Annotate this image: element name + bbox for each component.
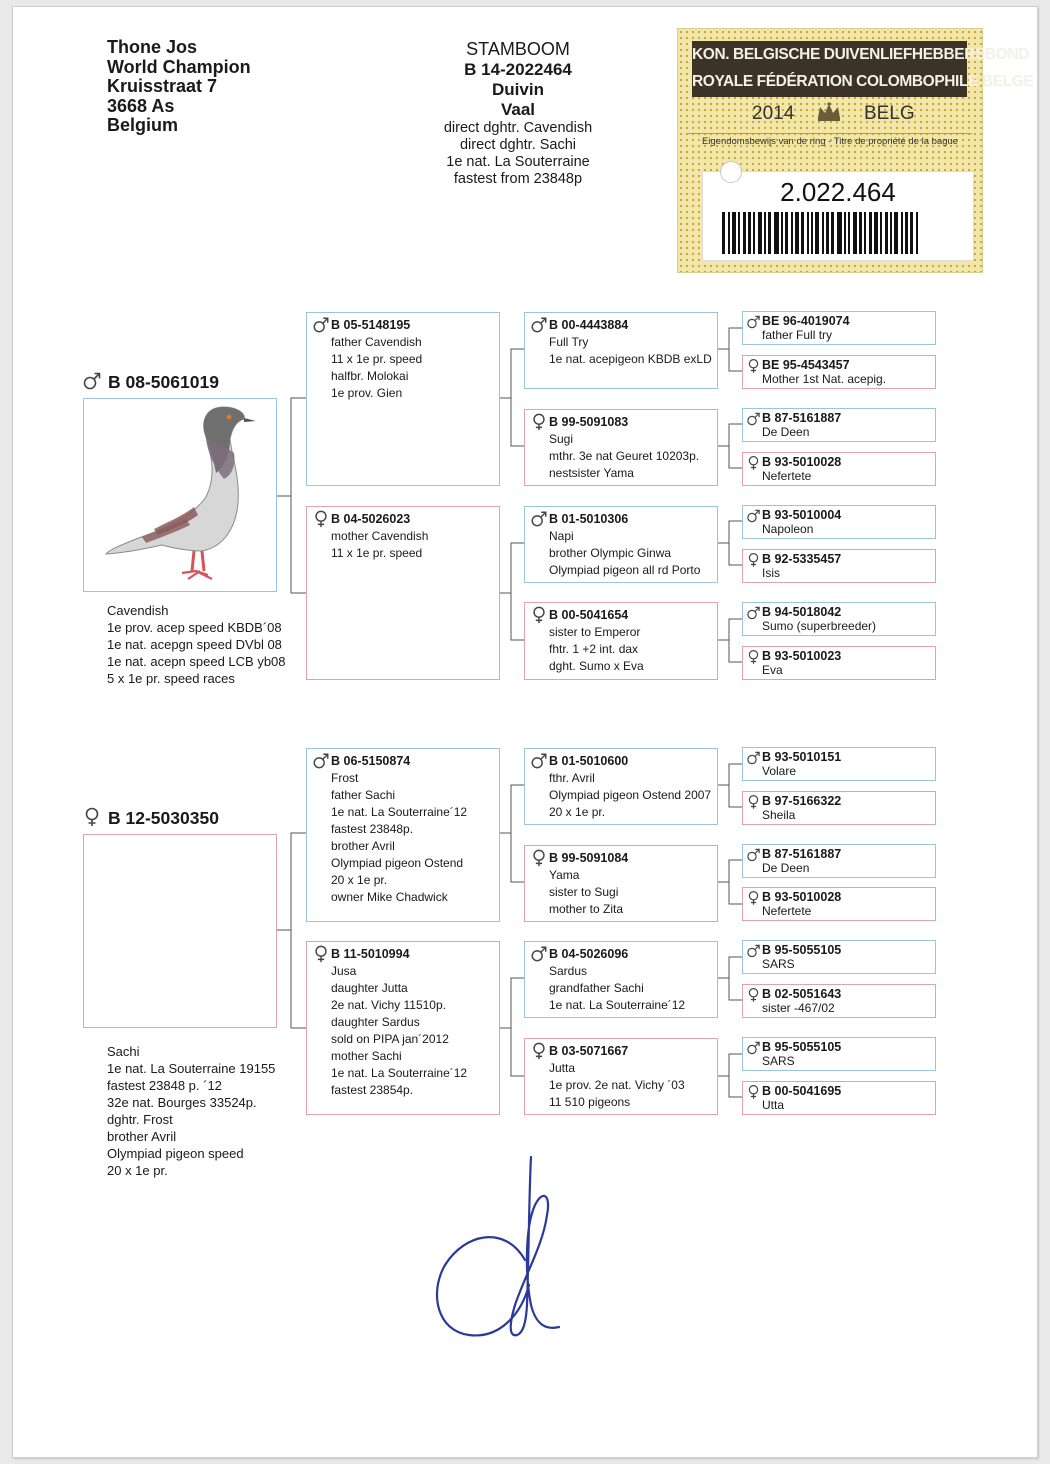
dam-ring: B 12-5030350 xyxy=(108,808,219,828)
ring-number: B 04-5026096 xyxy=(549,947,629,961)
box-line: father Sachi xyxy=(331,788,396,802)
pedigree-box-gen4 xyxy=(742,1037,936,1071)
box-line: Olympiad pigeon Ostend xyxy=(331,856,464,870)
pedigree-box-gen2 xyxy=(306,312,500,486)
banner-line: ROYALE FÉDÉRATION COLOMBOPHILE BELGE xyxy=(692,73,1034,90)
box-line: dght. Sumo x Eva xyxy=(549,659,644,673)
ring-number: B 00-5041654 xyxy=(549,608,629,622)
box-line: Jutta xyxy=(549,1061,576,1075)
sire-line: 1e nat. acepgn speed DVbl 08 xyxy=(107,637,282,652)
pedigree-box-gen4 xyxy=(742,844,936,878)
dam-line: fastest 23848 p. ´12 xyxy=(107,1078,222,1093)
owner-name: Thone Jos xyxy=(107,37,198,57)
pedigree-box-gen4 xyxy=(742,452,936,486)
ring-number: B 06-5150874 xyxy=(331,754,411,768)
pedigree-box-gen3 xyxy=(524,1038,718,1115)
ring-country: BELG xyxy=(864,103,915,124)
ring-number: B 95-5055105 xyxy=(762,943,842,957)
box-line: SARS xyxy=(762,957,795,971)
subject-line: direct dghtr. Sachi xyxy=(459,137,577,153)
box-line: Sheila xyxy=(762,808,796,822)
box-line: brother Avril xyxy=(331,839,395,853)
pedigree-box-gen4 xyxy=(742,311,936,345)
owner-title: World Champion xyxy=(107,56,251,77)
ring-number: B 00-5041695 xyxy=(762,1084,842,1098)
owner-street: Kruisstraat 7 xyxy=(107,76,218,96)
dam-line: dghtr. Frost xyxy=(107,1112,173,1127)
ring-number: B 87-5161887 xyxy=(762,411,842,425)
box-line: sister -467/02 xyxy=(762,1001,835,1015)
female-symbol-icon xyxy=(530,848,548,868)
box-line: mother Sachi xyxy=(331,1049,402,1063)
box-line: sold on PIPA jan´2012 xyxy=(331,1032,449,1046)
ring-year: 2014 xyxy=(752,103,795,124)
female-symbol-icon xyxy=(746,889,761,907)
female-symbol-icon xyxy=(530,605,548,625)
pedigree-box-gen3 xyxy=(524,409,718,486)
box-line: daughter Jutta xyxy=(331,981,408,995)
banner-line: KON. BELGISCHE DUIVENLIEFHEBBERSBOND xyxy=(692,46,1029,63)
female-symbol-icon xyxy=(312,509,330,529)
box-line: grandfather Sachi xyxy=(549,981,644,995)
pedigree-box-gen4 xyxy=(742,408,936,442)
pedigree-box-gen2 xyxy=(306,506,500,680)
ring-number: B 93-5010023 xyxy=(762,649,842,663)
box-line: 20 x 1e pr. xyxy=(331,873,388,887)
box-line: Eva xyxy=(762,663,783,677)
box-line: mother to Zita xyxy=(549,902,624,916)
male-symbol-icon xyxy=(530,944,548,964)
box-line: owner Mike Chadwick xyxy=(331,890,448,904)
female-symbol-icon xyxy=(530,412,548,432)
pedigree-box-gen4 xyxy=(742,355,936,389)
pedigree-box-gen4 xyxy=(742,505,936,539)
box-line: 11 x 1e pr. speed xyxy=(331,546,423,560)
male-symbol-icon xyxy=(746,313,761,331)
box-line: brother Olympic Ginwa xyxy=(549,546,672,560)
ring-number: B 93-5010028 xyxy=(762,455,842,469)
pedigree-box-gen3 xyxy=(524,845,718,922)
female-symbol-icon xyxy=(312,944,330,964)
box-line: Isis xyxy=(762,566,780,580)
ring-number: B 93-5010151 xyxy=(762,750,842,764)
ring-number: BE 95-4543457 xyxy=(762,358,850,372)
property-text: Eigendomsbewijs van de ring - Titre de propriété de la bague xyxy=(688,133,972,147)
ring-number: B 02-5051643 xyxy=(762,987,842,1001)
male-symbol-icon xyxy=(746,942,761,960)
pedigree-box-gen4 xyxy=(742,887,936,921)
box-line: Utta xyxy=(762,1098,785,1112)
box-line: 1e nat. La Souterraine´12 xyxy=(331,1066,468,1080)
pedigree-box-gen3 xyxy=(524,506,718,583)
dam-line: Sachi xyxy=(107,1044,140,1059)
box-line: Frost xyxy=(331,771,359,785)
ring-number: B 93-5010004 xyxy=(762,508,842,522)
box-line: Mother 1st Nat. acepig. xyxy=(762,372,887,386)
subject-line: 1e nat. La Souterraine xyxy=(446,154,590,170)
box-line: 1e prov. 2e nat. Vichy ´03 xyxy=(549,1078,685,1092)
box-line: fastest 23854p. xyxy=(331,1083,414,1097)
male-symbol-icon xyxy=(312,315,330,335)
box-line: halfbr. Molokai xyxy=(331,369,409,383)
box-line: Yama xyxy=(549,868,580,882)
box-line: Sugi xyxy=(549,432,574,446)
box-line: mthr. 3e nat Geuret 10203p. xyxy=(549,449,700,463)
female-symbol-icon xyxy=(746,986,761,1004)
box-line: sister to Sugi xyxy=(549,885,619,899)
box-line: father Cavendish xyxy=(331,335,422,349)
dam-line: 32e nat. Bourges 33524p. xyxy=(107,1095,257,1110)
box-line: mother Cavendish xyxy=(331,529,429,543)
dam-line: 20 x 1e pr. xyxy=(107,1163,168,1178)
pedigree-box-gen3 xyxy=(524,941,718,1018)
ring-number: B 01-5010306 xyxy=(549,512,629,526)
box-line: 1e nat. La Souterraine´12 xyxy=(549,998,686,1012)
male-symbol-icon xyxy=(746,1039,761,1057)
box-line: 1e nat. acepigeon KBDB exLD xyxy=(549,352,712,366)
box-line: 2e nat. Vichy 11510p. xyxy=(331,998,446,1012)
male-symbol-icon xyxy=(530,315,548,335)
female-symbol-icon xyxy=(746,454,761,472)
box-line: 1e nat. La Souterraine´12 xyxy=(331,805,468,819)
box-line: daughter Sardus xyxy=(331,1015,420,1029)
sire-line: 1e nat. acepn speed LCB yb08 xyxy=(107,654,286,669)
ring-number: B 87-5161887 xyxy=(762,847,842,861)
female-symbol-icon xyxy=(746,648,761,666)
box-line: De Deen xyxy=(762,425,810,439)
pedigree-box-gen4 xyxy=(742,791,936,825)
doc-title: STAMBOOM xyxy=(466,39,570,59)
pedigree-box-gen4 xyxy=(742,1081,936,1115)
male-symbol-icon xyxy=(746,846,761,864)
subject-ring: B 14-2022464 xyxy=(464,60,572,79)
ring-number: B 97-5166322 xyxy=(762,794,842,808)
box-line: fastest 23848p. xyxy=(331,822,414,836)
subject-sex: Duivin xyxy=(492,80,544,99)
box-line: Olympiad pigeon Ostend 2007 xyxy=(549,788,712,802)
box-line: sister to Emperor xyxy=(549,625,641,639)
pedigree-box-gen4 xyxy=(742,984,936,1018)
box-line: Sumo (superbreeder) xyxy=(762,619,877,633)
sire-ring: B 08-5061019 xyxy=(108,372,219,392)
ring-number: B 00-4443884 xyxy=(549,318,629,332)
box-line: Nefertete xyxy=(762,469,812,483)
ring-number: 2.022.464 xyxy=(780,177,896,207)
pedigree-box-gen3 xyxy=(524,748,718,825)
sire-line: Cavendish xyxy=(107,603,169,618)
pedigree-box-gen3 xyxy=(524,602,718,680)
female-symbol-icon xyxy=(746,551,761,569)
ring-number: B 94-5018042 xyxy=(762,605,842,619)
male-symbol-icon xyxy=(746,507,761,525)
female-symbol-icon xyxy=(746,357,761,375)
ring-number: B 93-5010028 xyxy=(762,890,842,904)
pedigree-box-gen2 xyxy=(306,748,500,922)
box-line: Napi xyxy=(549,529,574,543)
box-line: 1e prov. Gien xyxy=(331,386,403,400)
box-line: fthr. Avril xyxy=(549,771,595,785)
ring-number: B 03-5071667 xyxy=(549,1044,629,1058)
box-line: Volare xyxy=(762,764,797,778)
female-symbol-icon xyxy=(746,1083,761,1101)
box-line: 11 x 1e pr. speed xyxy=(331,352,423,366)
pedigree-box-gen2 xyxy=(306,941,500,1115)
ring-number: B 05-5148195 xyxy=(331,318,411,332)
ring-number: B 04-5026023 xyxy=(331,512,411,526)
dam-line: 1e nat. La Souterraine 19155 xyxy=(107,1061,276,1076)
box-line: Jusa xyxy=(331,964,357,978)
owner-city: 3668 As xyxy=(107,95,175,116)
dam-line: brother Avril xyxy=(107,1129,177,1144)
ring-number: B 95-5055105 xyxy=(762,1040,842,1054)
subject-line: direct dghtr. Cavendish xyxy=(443,120,593,136)
ring-number: B 99-5091083 xyxy=(549,415,629,429)
ring-number: B 99-5091084 xyxy=(549,851,629,865)
male-symbol-icon xyxy=(746,410,761,428)
subject-color: Vaal xyxy=(500,100,536,119)
box-line: Sardus xyxy=(549,964,588,978)
subject-line: fastest from 23848p xyxy=(453,171,583,187)
sire-line: 5 x 1e pr. speed races xyxy=(107,671,235,686)
male-symbol-icon xyxy=(746,604,761,622)
pedigree-box-gen4 xyxy=(742,646,936,680)
female-symbol-icon xyxy=(530,1041,548,1061)
box-line: 11 510 pigeons xyxy=(549,1095,631,1109)
handwritten-signature xyxy=(425,1155,575,1345)
box-line: father Full try xyxy=(762,328,833,342)
ring-number: B 11-5010994 xyxy=(331,947,410,961)
pedigree-box-gen4 xyxy=(742,940,936,974)
male-symbol-icon xyxy=(530,509,548,529)
sire-line: 1e prov. acep speed KBDB´08 xyxy=(107,620,282,635)
ring-number: BE 96-4019074 xyxy=(762,314,850,328)
box-line: Nefertete xyxy=(762,904,812,918)
male-symbol-icon xyxy=(746,749,761,767)
pedigree-box-gen3 xyxy=(524,312,718,389)
female-symbol-icon xyxy=(746,793,761,811)
box-line: 20 x 1e pr. xyxy=(549,805,606,819)
dam-line: Olympiad pigeon speed xyxy=(107,1146,244,1161)
pedigree-box-gen4 xyxy=(742,747,936,781)
box-line: Full Try xyxy=(549,335,589,349)
box-line: Napoleon xyxy=(762,522,814,536)
pedigree-box-gen4 xyxy=(742,602,936,636)
ring-number: B 01-5010600 xyxy=(549,754,629,768)
male-symbol-icon xyxy=(530,751,548,771)
box-line: fhtr. 1 +2 int. dax xyxy=(549,642,639,656)
box-line: SARS xyxy=(762,1054,795,1068)
box-line: nestsister Yama xyxy=(549,466,634,480)
pedigree-box-gen4 xyxy=(742,549,936,583)
ring-number: B 92-5335457 xyxy=(762,552,842,566)
box-line: De Deen xyxy=(762,861,810,875)
owner-country: Belgium xyxy=(107,115,179,135)
box-line: Olympiad pigeon all rd Porto xyxy=(549,563,701,577)
male-symbol-icon xyxy=(312,751,330,771)
